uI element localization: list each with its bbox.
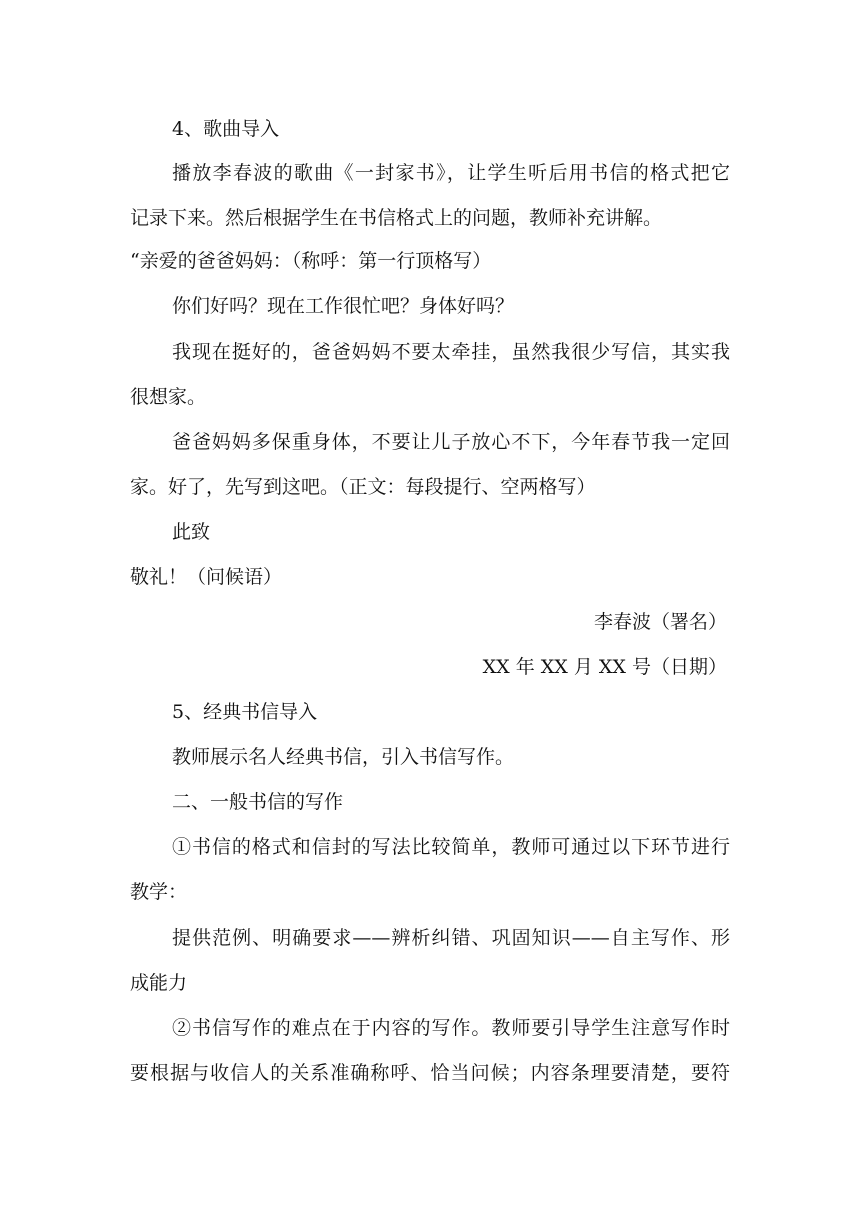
letter-date: XX 年 XX 月 XX 号（日期）	[482, 656, 727, 678]
heading-classic-letters: 5、经典书信导入	[172, 701, 318, 723]
letter-salutation: “亲爱的爸爸妈妈：（称呼：第一行顶格写）	[130, 250, 492, 272]
paragraph-line: ②书信写作的难点在于内容的写作。教师要引导学生注意写作时	[172, 1017, 730, 1039]
paragraph-line: 提供范例、明确要求——辨析纠错、巩固知识——自主写作、形	[172, 927, 730, 949]
letter-body-line: 爸爸妈妈多保重身体，不要让儿子放心不下，今年春节我一定回	[172, 431, 730, 453]
paragraph-line: 成能力	[130, 972, 188, 994]
paragraph-line: ①书信的格式和信封的写法比较简单，教师可通过以下环节进行	[172, 836, 730, 858]
letter-body-line: 家。好了，先写到这吧。（正文：每段提行、空两格写）	[130, 476, 596, 498]
letter-greeting: 敬礼！（问候语）	[130, 566, 283, 588]
letter-body-line: 你们好吗？现在工作很忙吧？身体好吗？	[172, 295, 515, 317]
paragraph-line: 要根据与收信人的关系准确称呼、恰当问候；内容条理要清楚，要符	[130, 1062, 730, 1084]
paragraph-line: 播放李春波的歌曲《一封家书》，让学生听后用书信的格式把它	[172, 162, 730, 184]
letter-closing: 此致	[172, 521, 211, 543]
letter-body-line: 我现在挺好的，爸爸妈妈不要太牵挂，虽然我很少写信，其实我	[172, 341, 730, 363]
paragraph-line: 记录下来。然后根据学生在书信格式上的问题，教师补充讲解。	[130, 207, 663, 229]
heading-song-intro: 4、歌曲导入	[172, 118, 280, 140]
paragraph-line: 教师展示名人经典书信，引入书信写作。	[172, 746, 515, 768]
letter-body-line: 很想家。	[130, 386, 207, 408]
letter-signature: 李春波（署名）	[593, 611, 727, 633]
heading-general-letters: 二、一般书信的写作	[172, 791, 344, 813]
paragraph-line: 教学：	[130, 881, 188, 903]
